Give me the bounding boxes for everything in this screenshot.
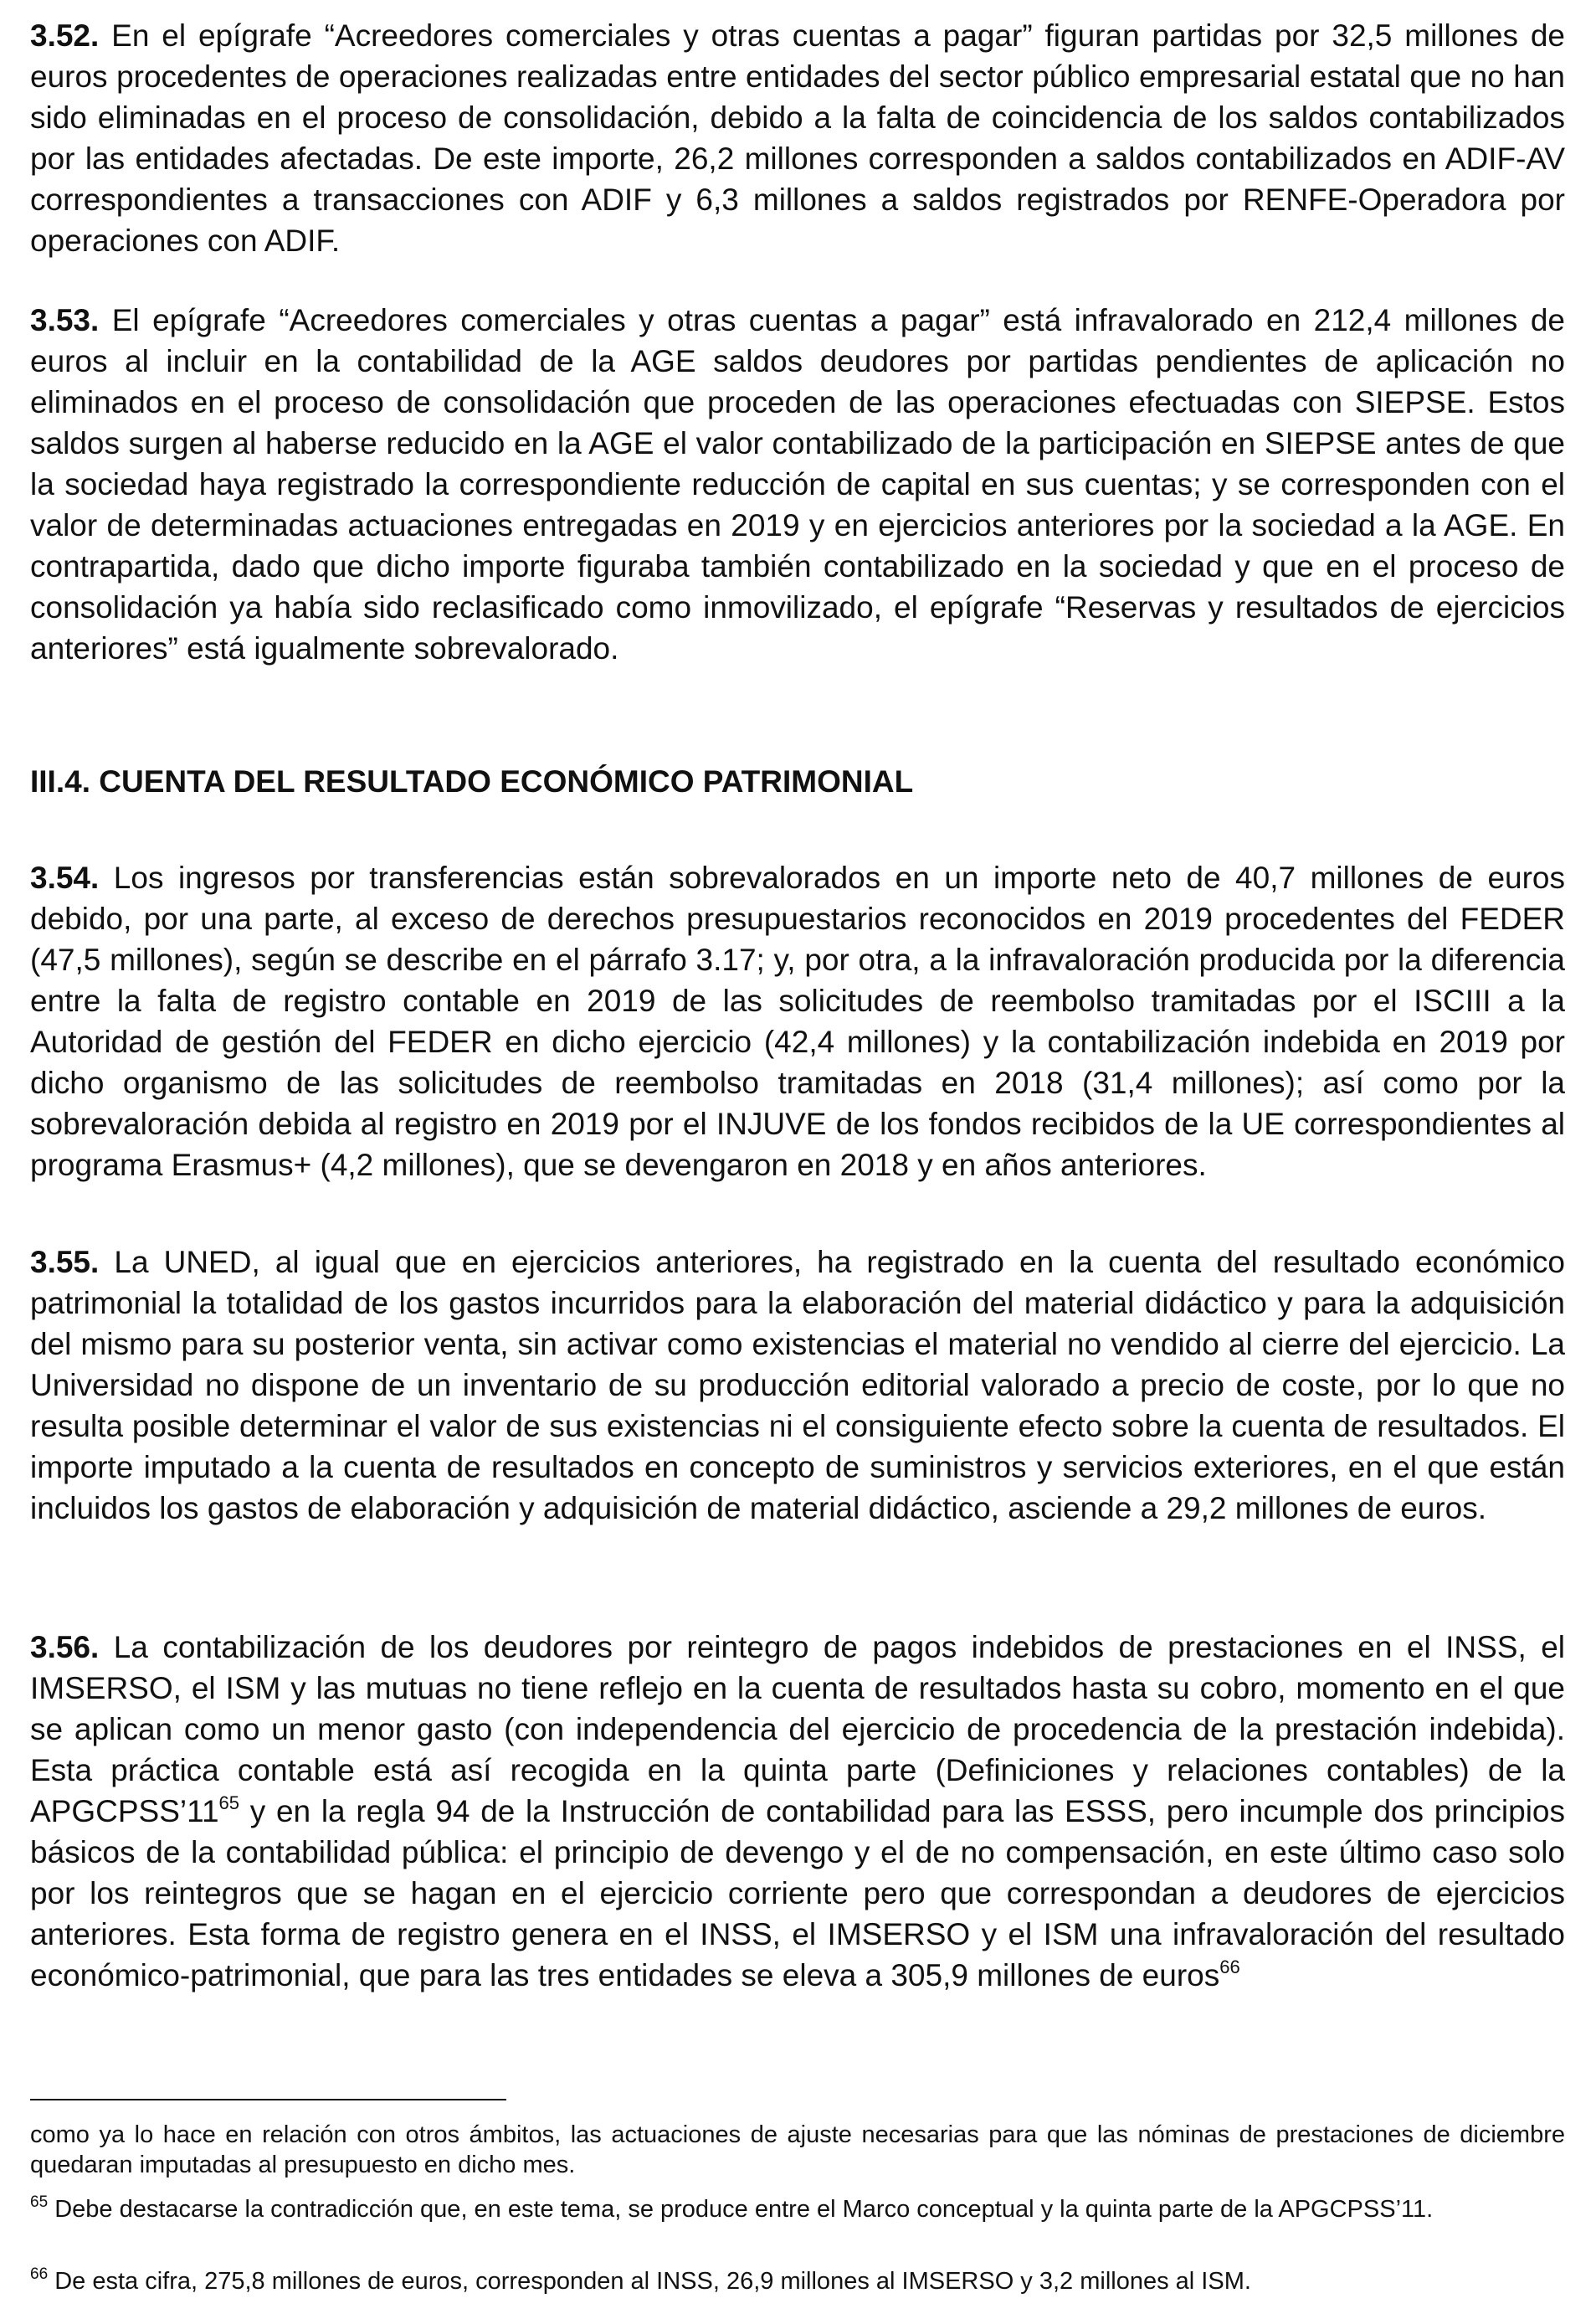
paragraph-number: 3.52.: [30, 18, 100, 53]
footnote-number: 66: [30, 2265, 49, 2283]
footnote-66: [30, 2266, 1565, 2296]
paragraph-number: 3.56.: [30, 1630, 100, 1664]
paragraph-text: La contabilización de los deudores por reintegro de pagos indebidos de prestaciones en el INSS, el IMSERSO, el ISM y las mutuas no tiene reflejo en la cuenta de resultados hasta su cobro, momento en el que se aplican como un menor gasto (con independencia del ejercicio de procedencia de la prestación indebida). Esta práctica contable está así recogida en la quinta parte (Definiciones y relaciones contables) de la APGCPSS’11: [30, 1630, 1565, 1828]
footnote-continuation: como ya lo hace en relación con otros ámbitos, las actuaciones de ajuste necesarias para que las nóminas de prestaciones de diciembre quedaran imputadas al presupuesto en dicho mes.: [30, 2121, 1565, 2178]
paragraph-text: En el epígrafe “Acreedores comerciales y otras cuentas a pagar” figuran partidas por 32,5 millones de euros procedentes de operaciones realizadas entre entidades del sector público empresarial estatal que no han sido eliminadas en el proceso de consolidación, debido a la falta de coincidencia de los saldos contabilizados por las entidades afectadas. De este importe, 26,2 millones corresponden a saldos contabilizados en ADIF-AV correspondientes a transacciones con ADIF y 6,3 millones a saldos registrados por RENFE-Operadora por operaciones con ADIF.: [30, 18, 1565, 258]
footnote-text: De esta cifra, 275,8 millones de euros, corresponden al INSS, 26,9 millones al IMSERSO y 3,2 millones al ISM.: [48, 2268, 1251, 2295]
paragraph-3-55: [30, 1242, 1565, 1529]
paragraph-number: 3.53.: [30, 303, 100, 337]
footnote-ref-65[interactable]: 65: [218, 1792, 240, 1813]
paragraph-3-52: [30, 15, 1565, 261]
footnote-65: [30, 2194, 1565, 2224]
paragraph-text: Los ingresos por transferencias están sobrevalorados en un importe neto de 40,7 millones de euros debido, por una parte, al exceso de derechos presupuestarios reconocidos en 2019 procedentes del FEDER (47,5 millones), según se describe en el párrafo 3.17; y, por otra, a la infravaloración producida por la diferencia entre la falta de registro contable en 2019 de las solicitudes de reembolso tramitadas por el ISCIII a la Autoridad de gestión del FEDER en dicho ejercicio (42,4 millones) y la contabilización indebida en 2019 por dicho organismo de las solicitudes de reembolso tramitadas en 2018 (31,4 millones); así como por la sobrevaloración debida al registro en 2019 por el INJUVE de los fondos recibidos de la UE correspondientes al programa Erasmus+ (4,2 millones), que se devengaron en 2018 y en años anteriores.: [30, 861, 1565, 1182]
paragraph-text: El epígrafe “Acreedores comerciales y otras cuentas a pagar” está infravalorado en 212,4 millones de euros al incluir en la contabilidad de la AGE saldos deudores por partidas pendientes de aplicación no eliminados en el proceso de consolidación que proceden de las operaciones efectuadas con SIEPSE. Estos saldos surgen al haberse reducido en la AGE el valor contabilizado de la participación en SIEPSE antes de que la sociedad haya registrado la correspondiente reducción de capital en sus cuentas; y se corresponden con el valor de determinadas actuaciones entregadas en 2019 y en ejercicios anteriores por la sociedad a la AGE. En contrapartida, dado que dicho importe figuraba también contabilizado en la sociedad y que en el proceso de consolidación ya había sido reclasificado como inmovilizado, el epígrafe “Reservas y resultados de ejercicios anteriores” está igualmente sobrevalorado.: [30, 303, 1565, 666]
section-heading: III.4. CUENTA DEL RESULTADO ECONÓMICO PATRIMONIAL: [30, 764, 914, 799]
paragraph-text-continued: y en la regla 94 de la Instrucción de contabilidad para las ESSS, pero incumple dos principios básicos de la contabilidad pública: el principio de devengo y el de no compensación, en este último caso solo por los reintegros que se hagan en el ejercicio corriente pero que correspondan a deudores de ejercicios anteriores. Esta forma de registro genera en el INSS, el IMSERSO y el ISM una infravaloración del resultado económico-patrimonial, que para las tres entidades se eleva a 305,9 millones de euros: [30, 1794, 1565, 1992]
paragraph-3-56: [30, 1627, 1565, 1996]
footnote-number: 65: [30, 2193, 49, 2211]
paragraph-number: 3.54.: [30, 861, 100, 895]
paragraph-3-54: [30, 857, 1565, 1185]
paragraph-number: 3.55.: [30, 1245, 100, 1279]
paragraph-text: La UNED, al igual que en ejercicios anteriores, ha registrado en la cuenta del resultado económico patrimonial la totalidad de los gastos incurridos para la elaboración del material didáctico y para la adquisición del mismo para su posterior venta, sin activar como existencias el material no vendido al cierre del ejercicio. La Universidad no dispone de un inventario de su producción editorial valorado a precio de coste, por lo que no resulta posible determinar el valor de sus existencias ni el consiguiente efecto sobre la cuenta de resultados. El importe imputado a la cuenta de resultados en concepto de suministros y servicios exteriores, en el que están incluidos los gastos de elaboración y adquisición de material didáctico, asciende a 29,2 millones de euros.: [30, 1245, 1565, 1525]
footnote-ref-66[interactable]: 66: [1219, 1956, 1240, 1977]
footnote-separator: [30, 2099, 506, 2100]
footnote-text: Debe destacarse la contradicción que, en este tema, se produce entre el Marco conceptual y la quinta parte de la APGCPSS’11.: [48, 2196, 1434, 2223]
paragraph-3-53: [30, 300, 1565, 669]
